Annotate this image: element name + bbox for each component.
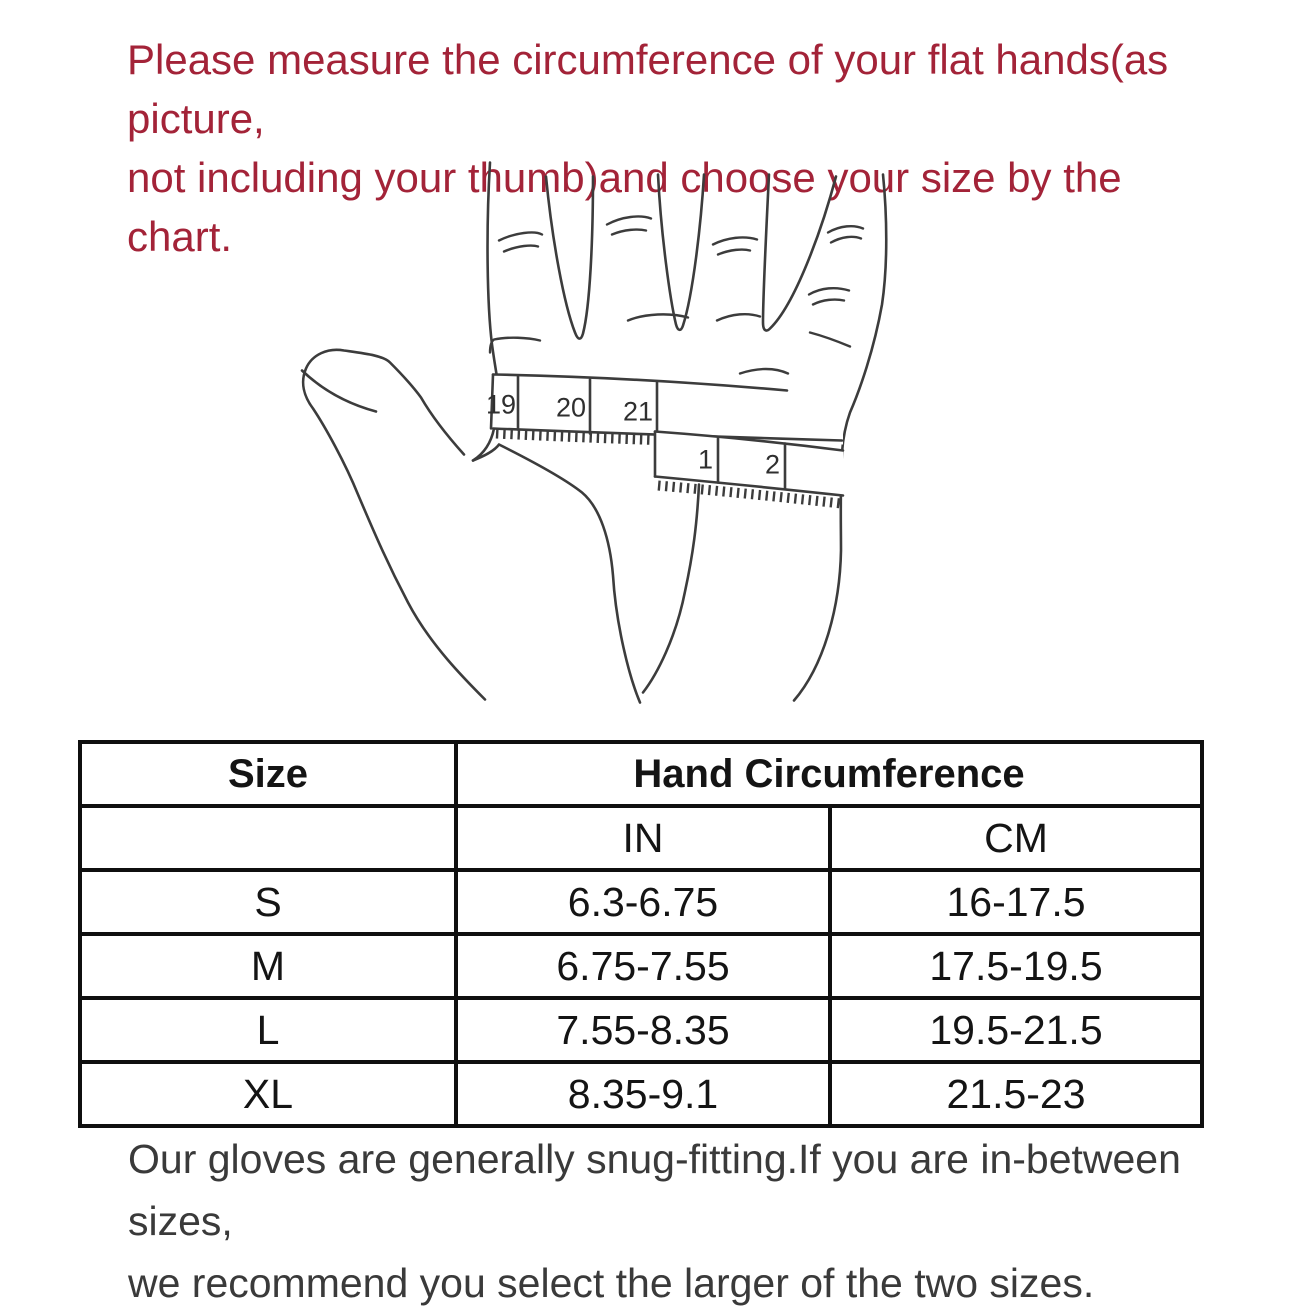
in-cell: 8.35-9.1 xyxy=(456,1062,830,1126)
table-row xyxy=(80,998,1202,1062)
table-header-row xyxy=(80,742,1202,806)
size-column-header: Size xyxy=(80,742,456,806)
empty-cell xyxy=(80,806,456,870)
tape-number: 2 xyxy=(764,449,780,480)
size-cell: XL xyxy=(80,1062,456,1126)
cm-cell: 21.5-23 xyxy=(830,1062,1202,1126)
size-chart-table xyxy=(78,740,1204,1128)
table-units-row xyxy=(80,806,1202,870)
fit-note-line-1: Our gloves are generally snug-fitting.If you are in-between sizes, xyxy=(128,1136,1181,1244)
in-cell: 7.55-8.35 xyxy=(456,998,830,1062)
tape-number: 1 xyxy=(697,444,713,475)
circumference-column-header: Hand Circumference xyxy=(456,742,1202,806)
cm-cell: 19.5-21.5 xyxy=(830,998,1202,1062)
tape-number: 21 xyxy=(622,396,653,427)
cm-cell: 16-17.5 xyxy=(830,870,1202,934)
in-cell: 6.3-6.75 xyxy=(456,870,830,934)
fit-note-line-2: we recommend you select the larger of the two sizes. xyxy=(128,1260,1095,1306)
table-row xyxy=(80,1062,1202,1126)
size-cell: M xyxy=(80,934,456,998)
instruction-line-1: Please measure the circumference of your flat hands(as picture, xyxy=(127,36,1169,142)
hand-measurement-illustration xyxy=(280,152,950,732)
instruction-line-2: not including your thumb)and choose your size by the chart. xyxy=(127,154,1122,260)
size-cell: L xyxy=(80,998,456,1062)
cm-cell: 17.5-19.5 xyxy=(830,934,1202,998)
fit-note xyxy=(128,1128,1188,1310)
size-cell: S xyxy=(80,870,456,934)
tape-number: 20 xyxy=(555,392,586,423)
unit-in-header: IN xyxy=(456,806,830,870)
tape-number: 19 xyxy=(485,389,516,420)
table-row xyxy=(80,870,1202,934)
unit-cm-header: CM xyxy=(830,806,1202,870)
in-cell: 6.75-7.55 xyxy=(456,934,830,998)
table-row xyxy=(80,934,1202,998)
